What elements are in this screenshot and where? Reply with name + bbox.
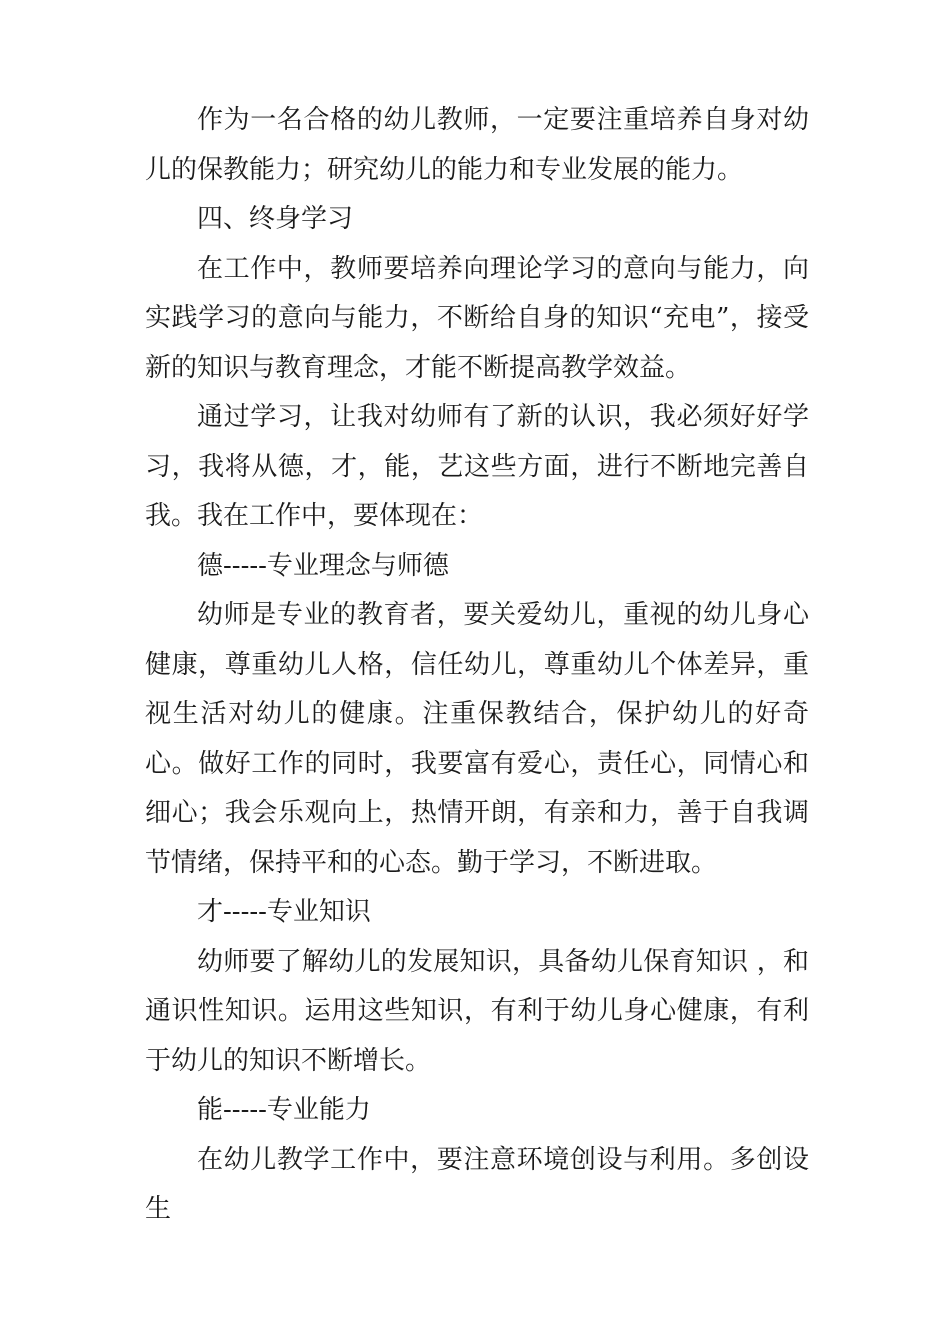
subheading-knowledge: 才-----专业知识 [197, 897, 371, 927]
paragraph-reflection: 通过学习，让我对幼师有了新的认识，我必须好好学习，我将从德，才，能，艺这些方面，进行不断地完善自我。我在工作中，要体现在： [145, 402, 809, 531]
section-heading-lifelong-learning: 四、终身学习 [197, 204, 354, 234]
subheading-virtue: 德-----专业理念与师德 [197, 550, 449, 581]
subheading-ability: 能-----专业能力 [197, 1095, 371, 1125]
paragraph-learning: 在工作中，教师要培养向理论学习的意向与能力，向实践学习的意向与能力，不断给自身的知识“充电”，接受新的知识与教育理念，才能不断提高教学效益。 [145, 253, 809, 383]
paragraph-knowledge: 幼师要了解幼儿的发展知识，具备幼儿保育知识 ，和通识性知识。运用这些知识，有利于幼儿身心健康，有利于幼儿的知识不断增长。 [145, 946, 809, 1076]
document-body [145, 96, 809, 1235]
paragraph-ability: 在幼儿教学工作中，要注意环境创设与利用。多创设生 [145, 1144, 809, 1224]
paragraph-intro: 作为一名合格的幼儿教师，一定要注重培养自身对幼儿的保教能力；研究幼儿的能力和专业发展的能力。 [145, 105, 809, 185]
paragraph-virtue: 幼师是专业的教育者，要关爱幼儿，重视的幼儿身心健康，尊重幼儿人格，信任幼儿，尊重幼儿个体差异，重视生活对幼儿的健康。注重保教结合，保护幼儿的好奇心。做好工作的同时，我要富有爱心，责任心，同情心和细心；我会乐观向上，热情开朗，有亲和力，善于自我调节情绪，保持平和的心态。勤于学习，不断进取。 [145, 600, 809, 878]
